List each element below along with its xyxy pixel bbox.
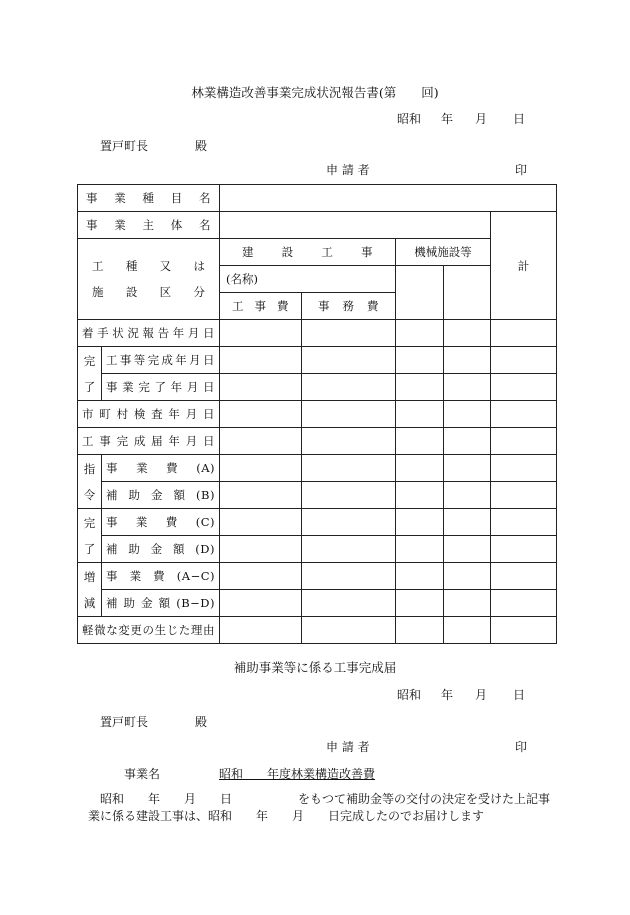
cell (220, 617, 302, 644)
cell (491, 509, 557, 536)
cell (444, 482, 491, 509)
date-day: 日 (513, 688, 526, 702)
cell (491, 455, 557, 482)
cell (396, 617, 444, 644)
cell (302, 590, 396, 617)
cell (396, 482, 444, 509)
cell (396, 590, 444, 617)
label-completion-group-2: 了 (83, 379, 96, 394)
cell (302, 374, 396, 401)
label-complete-group-1: 完 (83, 515, 96, 530)
label-order-group-1: 指 (83, 461, 96, 476)
cell (491, 320, 557, 347)
label-project-type: 事業種目名 (78, 185, 220, 212)
table-row (78, 347, 557, 374)
date-year: 年 (441, 688, 454, 702)
table-row (78, 482, 557, 509)
cell (396, 347, 444, 374)
label-municipal-inspection-date: 市町村検査年月日 (78, 401, 220, 428)
label-complete-group-2: 了 (83, 541, 96, 556)
label-change-group-1: 増 (83, 569, 96, 584)
cell (220, 401, 302, 428)
table-row (78, 185, 557, 212)
label-construction: 建設工事 (220, 239, 396, 266)
cell (220, 347, 302, 374)
cell (396, 563, 444, 590)
table-row (78, 239, 557, 266)
cell (396, 536, 444, 563)
table-row (78, 509, 557, 536)
label-completion-group (78, 347, 102, 401)
notice-addressee: 置戸町長 (100, 715, 149, 729)
label-total: 計 (491, 212, 557, 320)
cell (220, 482, 302, 509)
cell (302, 401, 396, 428)
table-row (78, 455, 557, 482)
cell (302, 347, 396, 374)
cell (302, 428, 396, 455)
cell (444, 401, 491, 428)
cell (444, 617, 491, 644)
cell (491, 536, 557, 563)
cell (220, 374, 302, 401)
cell (444, 509, 491, 536)
cell (491, 590, 557, 617)
honorific: 殿 (195, 139, 208, 153)
cell (444, 455, 491, 482)
table-row (78, 590, 557, 617)
cell (491, 374, 557, 401)
table-row (78, 563, 557, 590)
cell (396, 455, 444, 482)
cell (220, 590, 302, 617)
label-complete-subsidy: 補助金額(D) (102, 536, 220, 563)
cell (444, 347, 491, 374)
label-change-group (78, 563, 102, 617)
notice-honorific: 殿 (195, 715, 208, 729)
table-row (78, 212, 557, 239)
label-project-entity: 事業主体名 (78, 212, 220, 239)
label-work-type-line1: 工種又は (92, 259, 205, 273)
cell (491, 617, 557, 644)
cell (220, 509, 302, 536)
label-start-report-date: 着手状況報告年月日 (78, 320, 220, 347)
notice-body-line2: 業に係る建設工事は、昭和 年 月 日完成したのでお届けします (88, 809, 485, 823)
cell (444, 563, 491, 590)
cell (220, 536, 302, 563)
cell (396, 401, 444, 428)
cell (444, 536, 491, 563)
cell (491, 401, 557, 428)
cell (302, 563, 396, 590)
cell (491, 428, 557, 455)
label-order-group (78, 455, 102, 509)
report-date (397, 110, 537, 127)
cell (396, 374, 444, 401)
notice-date (397, 686, 537, 703)
label-minor-change-reason: 軽微な変更の生じた理由 (78, 617, 220, 644)
cell (444, 374, 491, 401)
label-complete-project-cost: 事業費(C) (102, 509, 220, 536)
applicant-label: 申 請 者 (326, 163, 370, 177)
date-month: 月 (475, 112, 488, 126)
cell (396, 320, 444, 347)
label-project-complete-date: 事業完了年月日 (102, 374, 220, 401)
notice-title: 補助事業等に係る工事完成届 (233, 660, 397, 675)
notice-project-name (124, 765, 375, 782)
label-office-cost: 事務費 (302, 293, 396, 320)
table-row (78, 320, 557, 347)
cell (491, 347, 557, 374)
label-machinery: 機械施設等 (396, 239, 491, 266)
label-completion-notice-date: 工事完成届年月日 (78, 428, 220, 455)
label-change-subsidy: 補助金額(B−D) (102, 590, 220, 617)
table-row (78, 374, 557, 401)
cell (220, 455, 302, 482)
cell (302, 455, 396, 482)
label-work-type (78, 239, 220, 320)
project-name-label: 事業名 (124, 767, 161, 781)
cell (302, 482, 396, 509)
table-row (78, 617, 557, 644)
label-change-project-cost: 事業費(A−C) (102, 563, 220, 590)
notice-applicant-label: 申 請 者 (326, 740, 370, 754)
date-era: 昭和 (397, 112, 422, 126)
label-construction-cost: 工事費 (220, 293, 302, 320)
cell (444, 320, 491, 347)
cell-project-type (220, 185, 557, 212)
body-line1-rest: をもつて補助金等の交付の決定を受けた上記事 (298, 792, 551, 806)
date-year: 年 (441, 112, 454, 126)
cell (302, 536, 396, 563)
cell (302, 320, 396, 347)
cell (444, 428, 491, 455)
cell-project-entity (220, 212, 491, 239)
cell (302, 509, 396, 536)
report-table (77, 184, 557, 644)
date-era: 昭和 (397, 688, 422, 702)
label-complete-group (78, 509, 102, 563)
label-completion-group-1: 完 (83, 353, 96, 368)
date-day: 日 (513, 112, 526, 126)
notice-seal-mark: 印 (515, 740, 528, 754)
table-row (78, 428, 557, 455)
cell (220, 563, 302, 590)
label-change-group-2: 減 (83, 595, 96, 610)
label-construction-complete-date: 工事等完成年月日 (102, 347, 220, 374)
label-order-project-cost: 事業費(A) (102, 455, 220, 482)
cell (491, 482, 557, 509)
notice-body-line1 (100, 790, 550, 807)
table-row (78, 536, 557, 563)
seal-mark: 印 (515, 163, 528, 177)
cell (396, 509, 444, 536)
label-work-type-line2: 施設区分 (92, 285, 205, 299)
cell (220, 428, 302, 455)
cell (444, 590, 491, 617)
cell (220, 320, 302, 347)
cell-machinery-b (444, 266, 491, 320)
project-name-value: 昭和 年度林業構造改善費 (219, 767, 376, 781)
cell (491, 563, 557, 590)
date-month: 月 (475, 688, 488, 702)
addressee: 置戸町長 (100, 139, 149, 153)
table-row (78, 401, 557, 428)
cell (302, 617, 396, 644)
label-order-group-2: 令 (83, 487, 96, 502)
cell (396, 428, 444, 455)
report-title: 林業構造改善事業完成状況報告書(第 回) (191, 85, 439, 100)
label-order-subsidy: 補助金額(B) (102, 482, 220, 509)
body-line1-date: 昭和 年 月 日 (100, 792, 233, 806)
cell-machinery-a (396, 266, 444, 320)
label-name: (名称) (220, 266, 396, 293)
